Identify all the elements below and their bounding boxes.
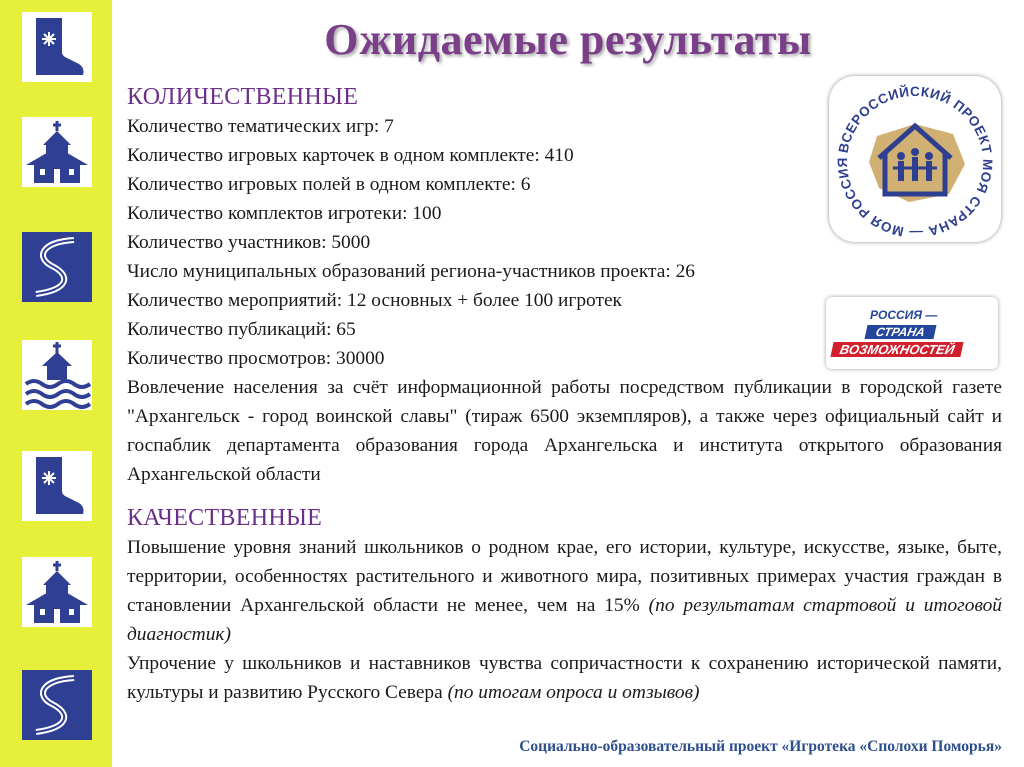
footer-project-name: Социально-образовательный проект «Игротека «Сполохи Поморья» [519, 738, 1002, 755]
page-title: Ожидаемые результаты [324, 15, 812, 64]
qualitative-note-2: (по итогам опроса и отзывов) [447, 682, 700, 703]
qualitative-note-1: (по результатам стартовой и итоговой диагностик) [127, 595, 1002, 645]
result-line: Количество участников: 5000 [127, 232, 371, 253]
rossiya-strana-vozmozhnostey-logo [826, 297, 998, 369]
church-waves-icon [22, 340, 92, 410]
section-heading-qualitative: КАЧЕСТВЕННЫЕ [127, 505, 323, 531]
church-icon [22, 117, 92, 187]
section-heading-quantitative: КОЛИЧЕСТВЕННЫЕ [127, 84, 359, 110]
result-line: Количество тематических игр: 7 [127, 116, 394, 137]
qualitative-text-1: Повышение уровня знаний школьников о родном крае, его истории, культуре, искусстве, языке, быте, территории, особенностях растительного и животного мира, позитивных примерах участия граждан в становлении Архангельской области не менее, чем на 15% [127, 537, 1002, 616]
church-icon [22, 557, 92, 627]
moya-strana-logo [829, 76, 1001, 242]
qualitative-text-2: Упрочение у школьников и наставников чувства сопричастности к сохранению исторической памяти, культуры и развитию Русского Севера [127, 653, 1002, 703]
logo-line-1: РОССИЯ — [870, 308, 938, 322]
involvement-paragraph: Вовлечение населения за счёт информационной работы посредством публикации в городской газете "Архангельск - город воинской славы" (тираж 6500 экземпляров), а также через официальный сайт и госпаблик департамента образования города Архангельска и института открытого образования Архангельской области [127, 377, 1002, 485]
qualitative-paragraph-2 [127, 649, 1002, 707]
result-line: Число муниципальных образований региона-участников проекта: 26 [127, 261, 695, 282]
result-line: Количество игровых карточек в одном комплекте: 410 [127, 145, 574, 166]
result-line: Количество мероприятий: 12 основных + более 100 игротек [127, 290, 622, 311]
sidebar-ornament [0, 0, 112, 767]
qualitative-paragraph-1 [127, 533, 1002, 649]
moya-strana-logo-text: ВСЕРОССИЙСКИЙ ПРОЕКТ МОЯ СТРАНА — МОЯ РОССИЯ [834, 83, 996, 241]
logo-line-3: ВОЗМОЖНОСТЕЙ [830, 342, 964, 357]
result-line: Количество комплектов игротеки: 100 [127, 203, 442, 224]
valenok-icon [22, 12, 92, 82]
moya-strana-emblem [829, 76, 1001, 242]
river-icon [22, 670, 92, 740]
valenok-icon [22, 451, 92, 521]
river-icon [22, 232, 92, 302]
result-line: Количество публикаций: 65 [127, 319, 356, 340]
result-line: Количество просмотров: 30000 [127, 348, 385, 369]
logo-line-2: СТРАНА [865, 325, 937, 339]
result-line: Количество игровых полей в одном комплекте: 6 [127, 174, 531, 195]
